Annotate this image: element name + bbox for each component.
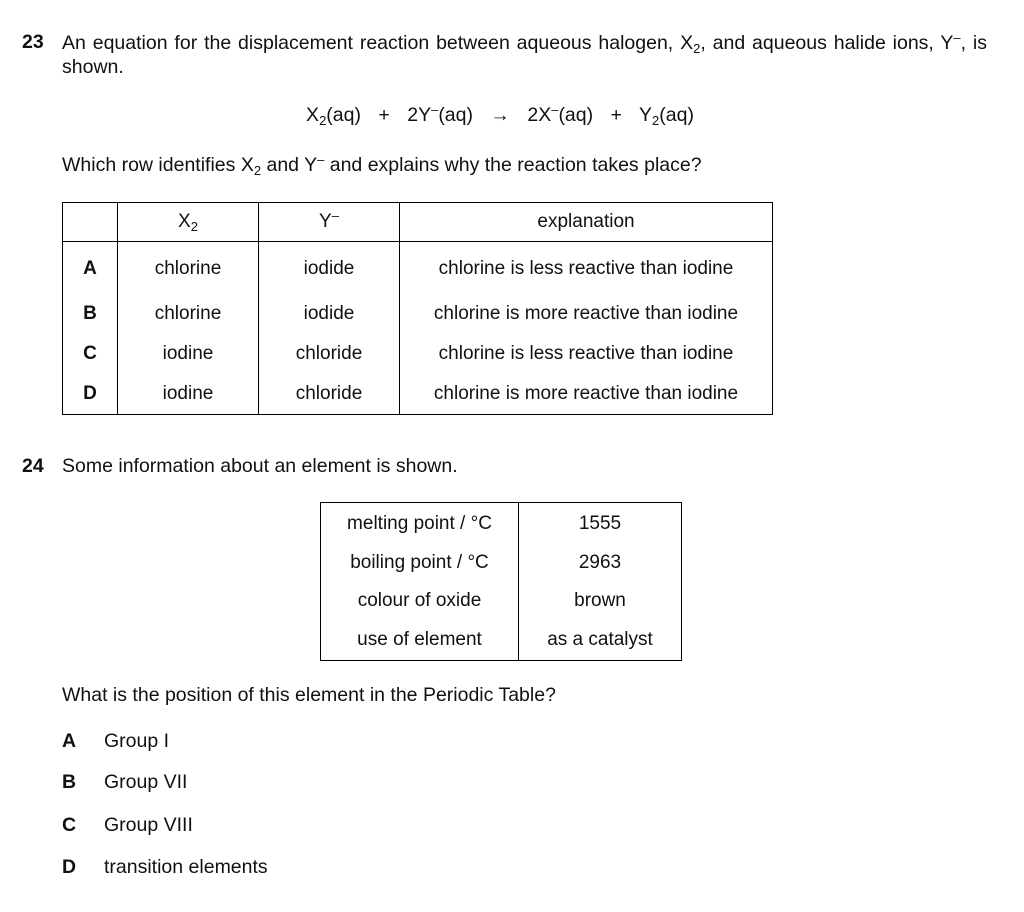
q23-number: 23 bbox=[22, 31, 44, 53]
value-cell: 2963 bbox=[519, 544, 682, 582]
option-d bbox=[62, 855, 268, 879]
property-cell: use of element bbox=[321, 620, 519, 661]
option-text: Group VIII bbox=[104, 814, 193, 836]
header-explanation: explanation bbox=[400, 203, 773, 242]
row-explanation: chlorine is less reactive than iodine bbox=[400, 242, 773, 295]
option-key: C bbox=[62, 814, 77, 836]
table-row bbox=[321, 503, 682, 545]
header-key-cell bbox=[63, 203, 118, 242]
row-y: chloride bbox=[259, 374, 400, 415]
row-y: iodide bbox=[259, 294, 400, 334]
table-row bbox=[63, 294, 773, 334]
row-key: C bbox=[63, 334, 118, 374]
option-key: A bbox=[62, 730, 77, 752]
row-x2: iodine bbox=[118, 374, 259, 415]
option-key: B bbox=[62, 771, 77, 793]
q24-stem: Some information about an element is shown. bbox=[62, 455, 458, 477]
option-text: Group I bbox=[104, 730, 170, 752]
row-key: D bbox=[63, 374, 118, 415]
option-c bbox=[62, 813, 193, 837]
reaction-arrow-icon: → bbox=[490, 104, 510, 126]
option-b bbox=[62, 770, 187, 794]
row-explanation: chlorine is more reactive than iodine bbox=[400, 294, 773, 334]
table-row bbox=[63, 242, 773, 295]
row-x2: iodine bbox=[118, 334, 259, 374]
row-y: chloride bbox=[259, 334, 400, 374]
property-cell: colour of oxide bbox=[321, 582, 519, 620]
row-key: A bbox=[63, 242, 118, 295]
row-explanation: chlorine is less reactive than iodine bbox=[400, 334, 773, 374]
value-cell: brown bbox=[519, 582, 682, 620]
option-text: transition elements bbox=[104, 856, 268, 878]
table-row bbox=[63, 374, 773, 415]
option-key: D bbox=[62, 856, 77, 878]
q23-equation: $X_2(aq) + 2Y^-(aq) \to 2X^-(aq) + Y_2(aq)$ bbox=[306, 102, 694, 128]
table-row bbox=[321, 582, 682, 620]
table-row bbox=[63, 334, 773, 374]
header-x2: $X_2$ bbox=[118, 203, 259, 242]
option-a bbox=[62, 729, 169, 753]
row-x2: chlorine bbox=[118, 294, 259, 334]
value-cell: as a catalyst bbox=[519, 620, 682, 661]
table-row bbox=[321, 544, 682, 582]
option-text: Group VII bbox=[104, 771, 188, 793]
property-cell: boiling point / °C bbox=[321, 544, 519, 582]
property-cell: melting point / °C bbox=[321, 503, 519, 545]
table-row bbox=[321, 620, 682, 661]
row-explanation: chlorine is more reactive than iodine bbox=[400, 374, 773, 415]
row-x2: chlorine bbox=[118, 242, 259, 295]
row-key: B bbox=[63, 294, 118, 334]
q24-number: 24 bbox=[22, 455, 44, 477]
table-header-row bbox=[63, 203, 773, 242]
header-y-minus: Y– bbox=[259, 203, 400, 242]
q24-question: What is the position of this element in the Periodic Table? bbox=[62, 684, 556, 706]
row-y: iodide bbox=[259, 242, 400, 295]
q23-question: Which row identifies $X_2$ and Y– and explains why the reaction takes place? bbox=[62, 152, 702, 178]
value-cell: 1555 bbox=[519, 503, 682, 545]
q23-stem: An equation for the displacement reaction between aqueous halogen, $X_2$, and aqueous halide ions, Y–, is shown. bbox=[62, 30, 988, 78]
q24-info-table bbox=[320, 502, 682, 661]
q23-answer-table bbox=[62, 202, 773, 415]
